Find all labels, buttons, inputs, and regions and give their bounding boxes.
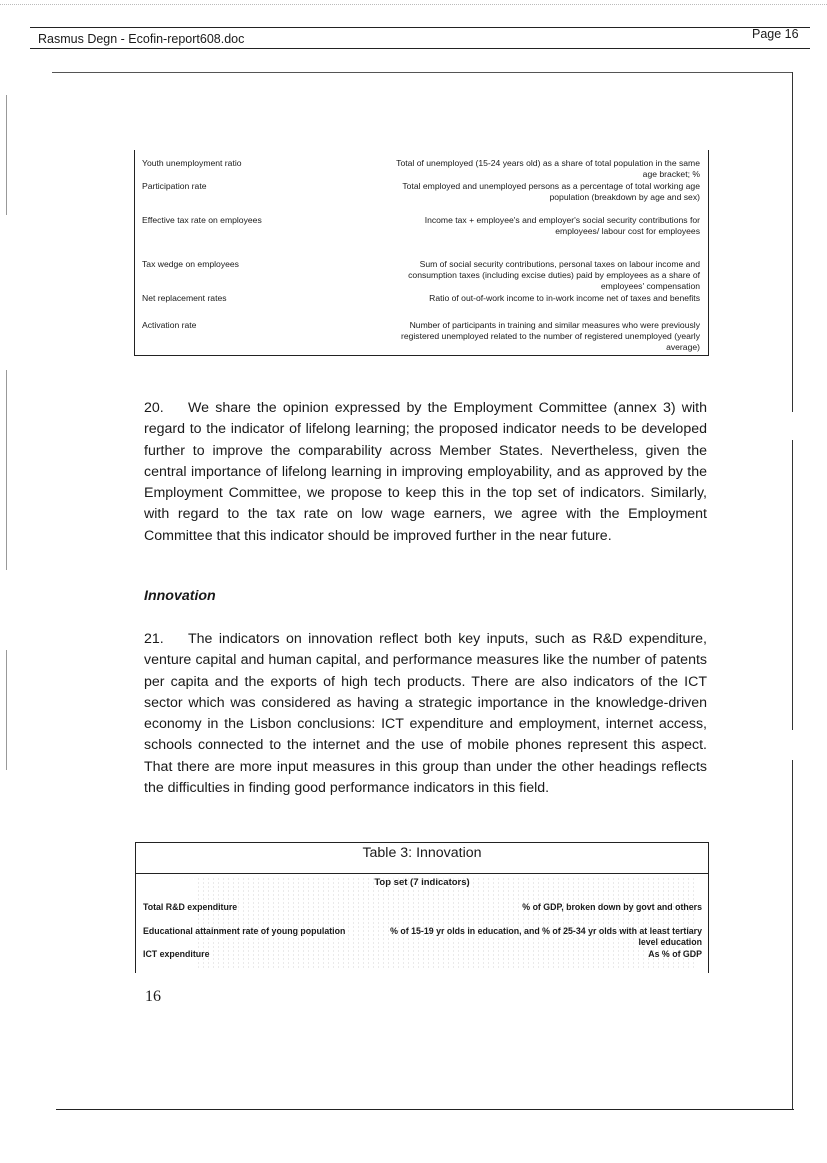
indicator-description: % of 15-19 yr olds in education, and % of 25-34 yr olds with at least tertiary level education <box>390 926 702 947</box>
paragraph-number: 21. <box>144 631 164 647</box>
left-margin-line <box>6 370 7 570</box>
footer-rule <box>56 1109 794 1110</box>
paragraph-text: The indicators on innovation reflect both key inputs, such as R&D expenditure, venture capital and human capital, and performance measures like the number of patents per capita and the exports of high tech products. There are also indicators of the ICT sector which was considered as having a strategic importance in the knowledge-driven economy in the Lisbon conclusions: ICT expenditure and employment, internet access, schools connected to the internet and the use of mobile phones represent this aspect. That there are more input measures in this group than under the other headings reflects the difficulties in finding good performance indicators in this field. <box>144 631 707 797</box>
indicator-name: Activation rate <box>142 320 197 330</box>
indicator-description: Number of participants in training and similar measures who were previously registered unemployed related to the number of registered unemployed (yearly average) <box>400 320 700 352</box>
indicator-name: ICT expenditure <box>143 949 210 959</box>
top-dotted-line <box>0 4 827 6</box>
indicator-name: Youth unemployment ratio <box>142 158 242 168</box>
table-divider <box>136 873 708 874</box>
indicator-description: Total of unemployed (15-24 years old) as a share of total population in the same age bracket; % <box>396 158 700 179</box>
indicator-description: Income tax + employee's and employer's social security contributions for employees/ labour cost for employees <box>424 215 700 236</box>
table-title: Table 3: Innovation <box>362 845 482 861</box>
indicator-name: Tax wedge on employees <box>142 259 239 269</box>
page-label: Page 16 <box>752 27 799 41</box>
left-margin-line <box>6 95 7 215</box>
right-margin-line <box>792 760 793 1110</box>
indicator-name: Effective tax rate on employees <box>142 215 262 225</box>
paragraph-20 <box>144 398 707 547</box>
indicator-name: Participation rate <box>142 181 207 191</box>
employment-indicators-table <box>134 150 709 356</box>
paragraph-21 <box>144 629 707 799</box>
indicator-description: Sum of social security contributions, personal taxes on labour income and consumption taxes (including excise duties) paid by employees as a share of employees' compensation <box>408 259 700 291</box>
indicator-name: Educational attainment rate of young population <box>143 926 346 936</box>
right-margin-line <box>792 72 793 412</box>
document-title: Rasmus Degn - Ecofin-report608.doc <box>38 32 245 46</box>
left-margin-line <box>6 650 7 770</box>
indicator-name: Total R&D expenditure <box>143 902 238 912</box>
indicator-description: Total employed and unemployed persons as a percentage of total working age population (breakdown by age and sex) <box>402 181 700 202</box>
section-heading: Innovation <box>144 588 216 604</box>
indicator-description: % of GDP, broken down by govt and others <box>522 902 702 912</box>
paragraph-number: 20. <box>144 400 164 416</box>
indicator-name: Net replacement rates <box>142 293 227 303</box>
table-subtitle: Top set (7 indicators) <box>374 877 470 888</box>
paragraph-text: We share the opinion expressed by the Employment Committee (annex 3) with regard to the indicator of lifelong learning; the proposed indicator needs to be developed further to improve the comparability across Member States. Nevertheless, given the central importance of lifelong learning in improving employability, and as approved by the Employment Committee, we propose to keep this in the top set of indicators. Similarly, with regard to the tax rate on low wage earners, we agree with the Employment Committee that this indicator should be improved further in the near future. <box>144 400 707 544</box>
page-number: 16 <box>145 988 161 1005</box>
content-top-rule <box>52 72 792 73</box>
indicator-description: Ratio of out-of-work income to in-work income net of taxes and benefits <box>429 293 700 303</box>
right-margin-line <box>792 440 793 730</box>
innovation-table <box>135 842 709 973</box>
header-rule-bottom <box>30 48 810 49</box>
indicator-description: As % of GDP <box>648 949 702 959</box>
header-rule-top <box>30 27 810 28</box>
